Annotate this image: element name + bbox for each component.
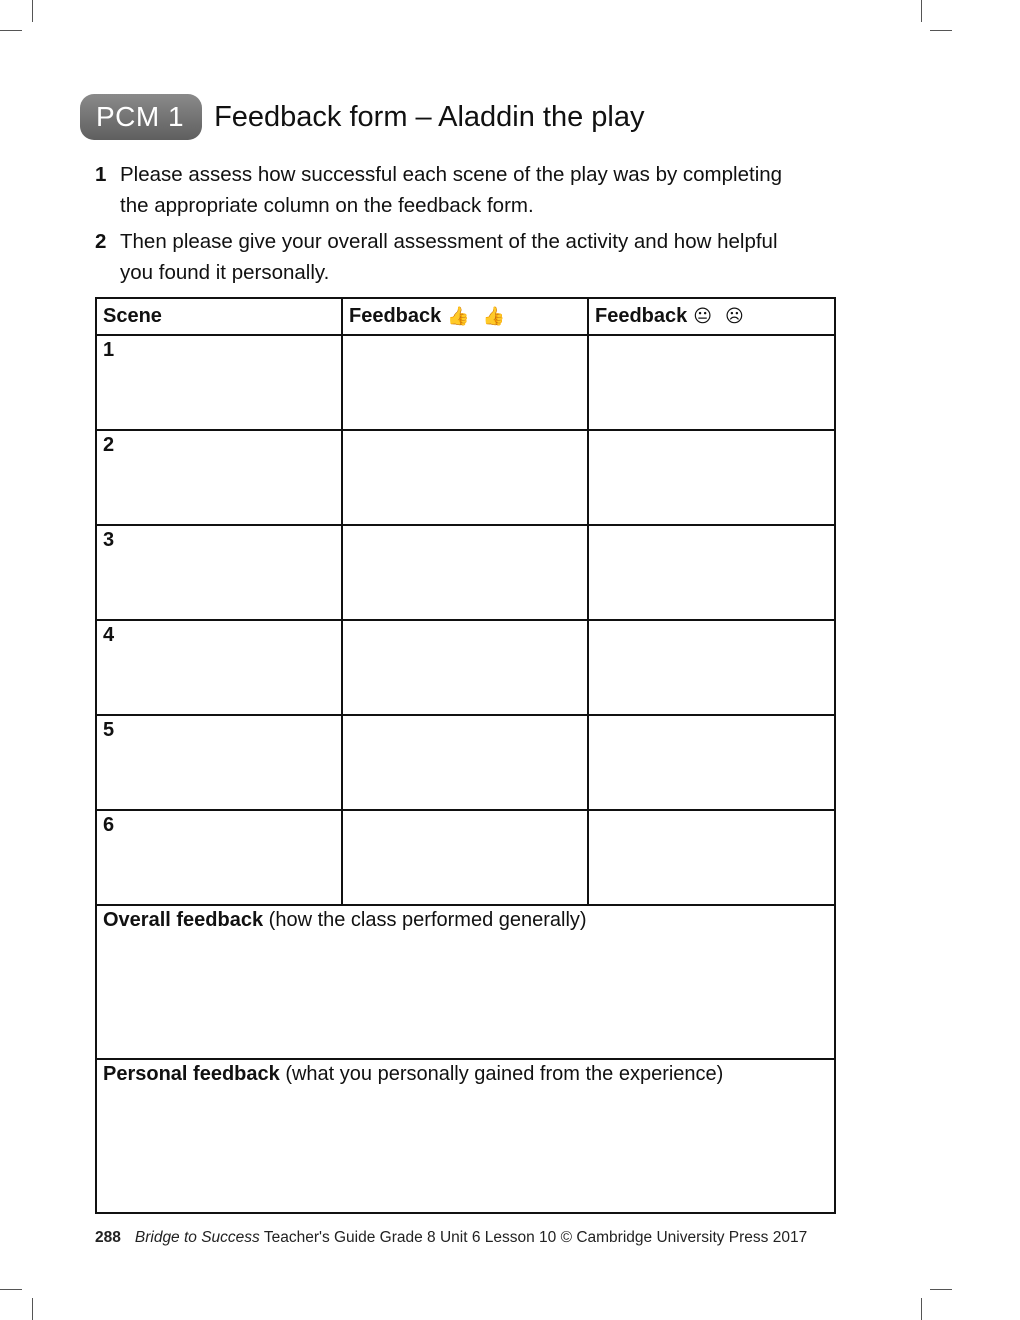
header-scene [96, 298, 342, 335]
overall-feedback-cell[interactable] [96, 905, 835, 1059]
crop-mark [921, 1298, 922, 1320]
header-negative-feedback [588, 298, 835, 335]
table-row [96, 810, 835, 905]
positive-feedback-cell[interactable] [342, 620, 588, 715]
scene-number: 6 [96, 810, 342, 905]
neutral-sad-face-icon: 😐 ☹ [693, 306, 748, 326]
pcm-badge: PCM 1 [80, 94, 202, 140]
positive-feedback-cell[interactable] [342, 715, 588, 810]
instruction-1 [95, 159, 795, 221]
header-negative-label: Feedback [595, 305, 688, 327]
crop-mark [930, 30, 952, 31]
scene-number: 1 [96, 335, 342, 430]
personal-feedback-cell[interactable] [96, 1059, 835, 1213]
positive-feedback-cell[interactable] [342, 810, 588, 905]
instruction-number: 2 [95, 230, 107, 253]
crop-mark [930, 1289, 952, 1290]
overall-feedback-label: Overall feedback [103, 909, 264, 931]
scene-number: 4 [96, 620, 342, 715]
instruction-2 [95, 226, 795, 288]
scene-number: 2 [96, 430, 342, 525]
header-positive-label: Feedback [349, 305, 442, 327]
page-footer [95, 1229, 807, 1247]
table-row [96, 335, 835, 430]
negative-feedback-cell[interactable] [588, 810, 835, 905]
crop-mark [32, 1298, 33, 1320]
page-header [80, 94, 645, 140]
table-row [96, 715, 835, 810]
positive-feedback-cell[interactable] [342, 430, 588, 525]
personal-feedback-hint: (what you personally gained from the experience) [285, 1063, 724, 1085]
personal-feedback-label: Personal feedback [103, 1063, 280, 1085]
scene-number: 5 [96, 715, 342, 810]
table-row [96, 620, 835, 715]
crop-mark [0, 1289, 22, 1290]
personal-feedback-row [96, 1059, 835, 1213]
footer-credit: Teacher's Guide Grade 8 Unit 6 Lesson 10 © Cambridge University Press 2017 [259, 1229, 808, 1246]
table-row [96, 525, 835, 620]
positive-feedback-cell[interactable] [342, 335, 588, 430]
book-title: Bridge to Success [134, 1229, 260, 1246]
overall-feedback-row [96, 905, 835, 1059]
negative-feedback-cell[interactable] [588, 525, 835, 620]
crop-mark [32, 0, 33, 22]
negative-feedback-cell[interactable] [588, 430, 835, 525]
crop-mark [0, 30, 22, 31]
negative-feedback-cell[interactable] [588, 335, 835, 430]
page-number: 288 [95, 1229, 121, 1246]
feedback-table [95, 297, 836, 1214]
crop-mark [921, 0, 922, 22]
instruction-text: Then please give your overall assessment of the activity and how helpful you found it personally. [120, 230, 778, 284]
negative-feedback-cell[interactable] [588, 715, 835, 810]
page-title: Feedback form – Aladdin the play [214, 100, 645, 133]
scene-number: 3 [96, 525, 342, 620]
negative-feedback-cell[interactable] [588, 620, 835, 715]
table-header-row [96, 298, 835, 335]
table-row [96, 430, 835, 525]
header-scene-label: Scene [103, 305, 162, 327]
overall-feedback-hint: (how the class performed generally) [268, 909, 587, 931]
thumbs-up-icon: 👍 👍 [447, 306, 510, 326]
instruction-number: 1 [95, 163, 107, 186]
instruction-text: Please assess how successful each scene of the play was by completing the appropriate column on the feedback form. [120, 163, 783, 217]
positive-feedback-cell[interactable] [342, 525, 588, 620]
header-positive-feedback [342, 298, 588, 335]
